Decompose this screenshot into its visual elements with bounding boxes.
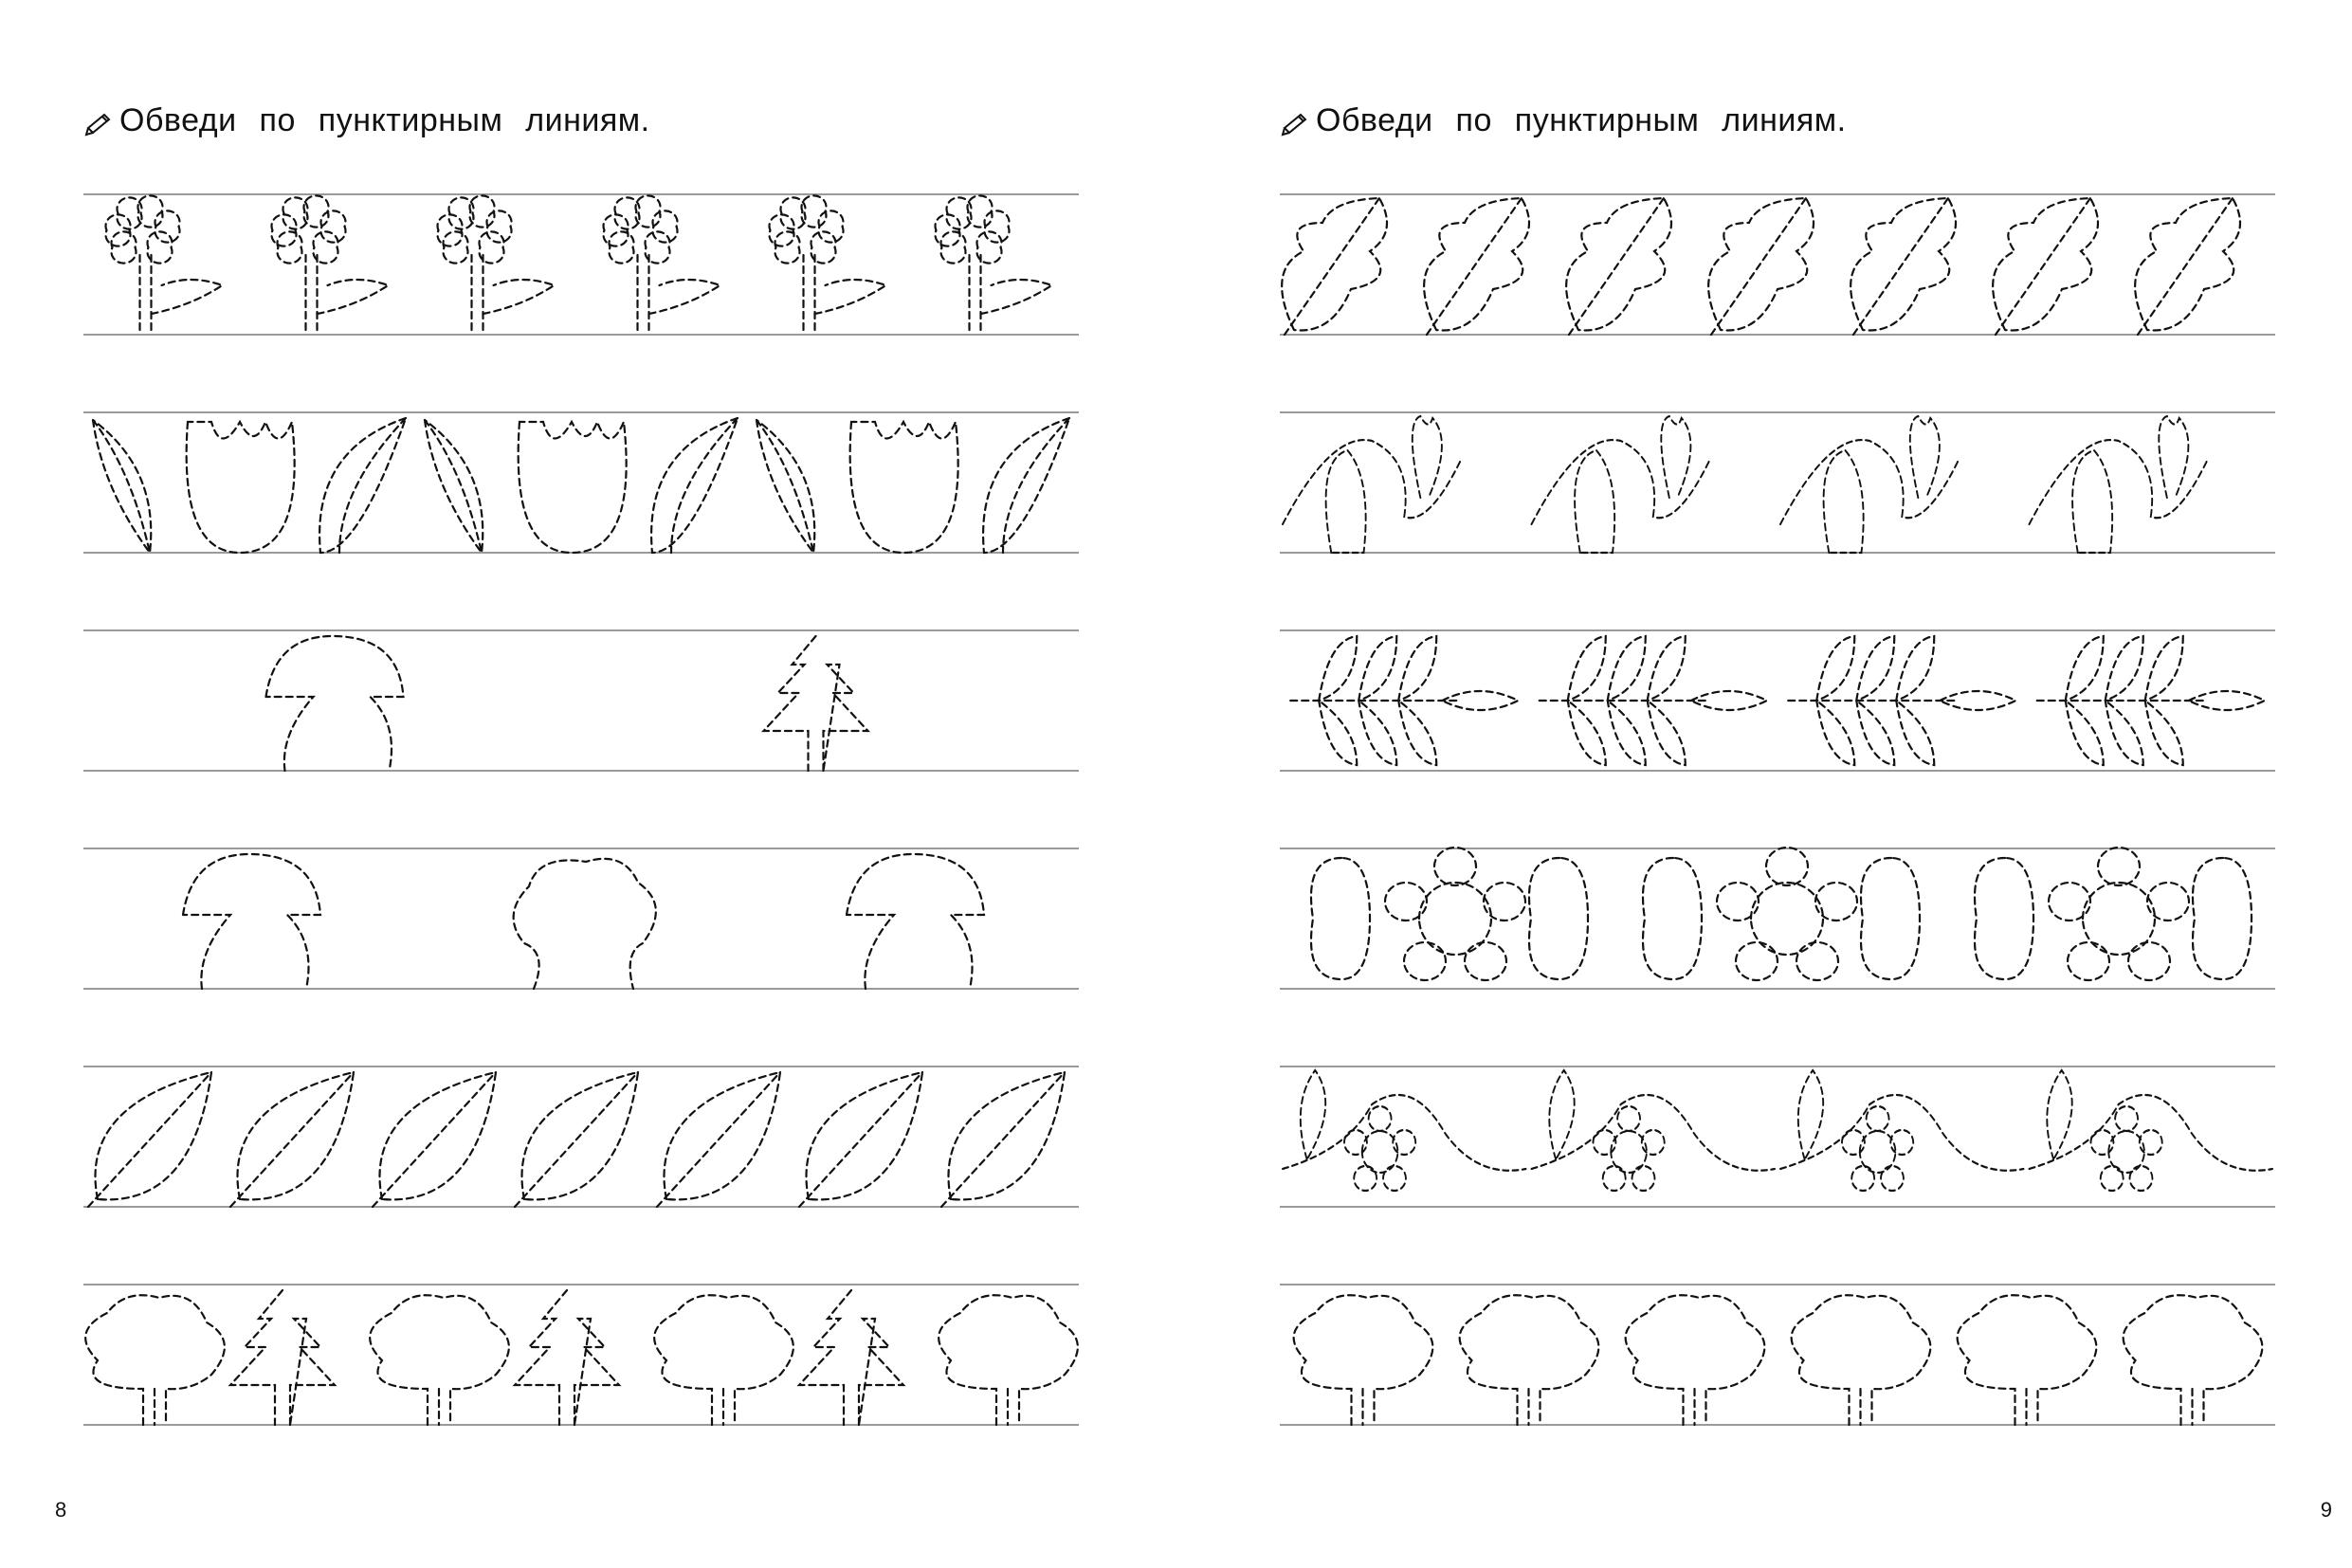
tree-figure: [1958, 1295, 2097, 1425]
flower-figure: [105, 195, 222, 335]
branch-figure: [2037, 636, 2265, 765]
leaf-tulip-leaf-figure: [425, 418, 738, 553]
flower-figure: [936, 195, 1052, 335]
leaf-figure: [373, 1072, 496, 1207]
seed-daisy-figure: [1975, 848, 2252, 980]
branch-figure: [1290, 636, 1518, 765]
tree-figure: [2124, 1295, 2263, 1425]
wave-drop-flower-figure: [1283, 1070, 1526, 1191]
tracing-row: [1280, 1067, 2275, 1207]
tree-fir-figure: [370, 1295, 509, 1425]
tracing-row: [1280, 1285, 2275, 1425]
instruction-text: Обведи по пунктирным линиям.: [1316, 102, 1847, 138]
tree-fir-figure: [799, 1290, 903, 1425]
leaf-tulip-leaf-figure: [93, 418, 406, 553]
oak-leaf-figure: [2135, 198, 2240, 335]
tree-figure: [1792, 1295, 1931, 1425]
oak-leaf-figure: [1566, 198, 1671, 335]
wave-tulip-figure: [1780, 416, 1959, 553]
tracing-area: [1176, 0, 2351, 1568]
instruction-text: Обведи по пунктирным линиям.: [119, 102, 650, 138]
tree-fir-figure: [85, 1295, 225, 1425]
flower-figure: [272, 195, 389, 335]
seed-daisy-figure: [1643, 848, 1920, 980]
leaf-figure: [941, 1072, 1065, 1207]
oak-leaf-figure: [1282, 198, 1387, 335]
branch-figure: [1788, 636, 2015, 765]
tree-figure: [1460, 1295, 1599, 1425]
wave-tulip-figure: [2030, 416, 2208, 553]
mushroom-bush-figure: [514, 859, 656, 989]
tree-fir-figure: [939, 1295, 1078, 1425]
branch-figure: [1540, 636, 1767, 765]
tree-fir-figure: [230, 1290, 335, 1425]
tree-figure: [1294, 1295, 1433, 1425]
tracing-row: [83, 630, 1079, 771]
seed-daisy-figure: [1311, 848, 1588, 980]
leaf-figure: [657, 1072, 780, 1207]
oak-leaf-figure: [1851, 198, 1956, 335]
tracing-row: [83, 1067, 1079, 1207]
wave-drop-flower-figure: [2030, 1070, 2273, 1191]
tracing-row: [83, 194, 1079, 335]
tracing-row: [83, 848, 1079, 989]
mushroom-bush-figure: [847, 854, 984, 989]
wave-drop-flower-figure: [1780, 1070, 2024, 1191]
wave-tulip-figure: [1532, 416, 1710, 553]
tree-fir-figure: [515, 1290, 619, 1425]
leaf-figure: [88, 1072, 211, 1207]
page-number: 8: [55, 1498, 67, 1522]
page-number: 9: [2320, 1498, 2332, 1522]
flower-figure: [769, 195, 885, 335]
tracing-row: [1280, 194, 2275, 335]
leaf-figure: [515, 1072, 638, 1207]
mushroom-bush-figure: [183, 854, 320, 989]
tracing-row: [1280, 412, 2275, 553]
leaf-tulip-leaf-figure: [757, 418, 1069, 553]
mushroom-fir-flower-figure: [764, 636, 868, 771]
wave-tulip-figure: [1283, 416, 1461, 553]
tracing-row: [1280, 630, 2275, 771]
tree-figure: [1626, 1295, 1765, 1425]
tree-fir-figure: [654, 1295, 793, 1425]
mushroom-fir-flower-figure: [266, 636, 404, 771]
oak-leaf-figure: [1993, 198, 2098, 335]
flower-figure: [604, 195, 720, 335]
leaf-figure: [799, 1072, 922, 1207]
oak-leaf-figure: [1708, 198, 1814, 335]
tracing-row: [1280, 848, 2275, 989]
right-page: [1176, 0, 2351, 1568]
tracing-row: [83, 412, 1079, 553]
leaf-figure: [230, 1072, 354, 1207]
tracing-row: [83, 1285, 1079, 1425]
wave-drop-flower-figure: [1532, 1070, 1776, 1191]
flower-figure: [438, 195, 555, 335]
oak-leaf-figure: [1424, 198, 1529, 335]
